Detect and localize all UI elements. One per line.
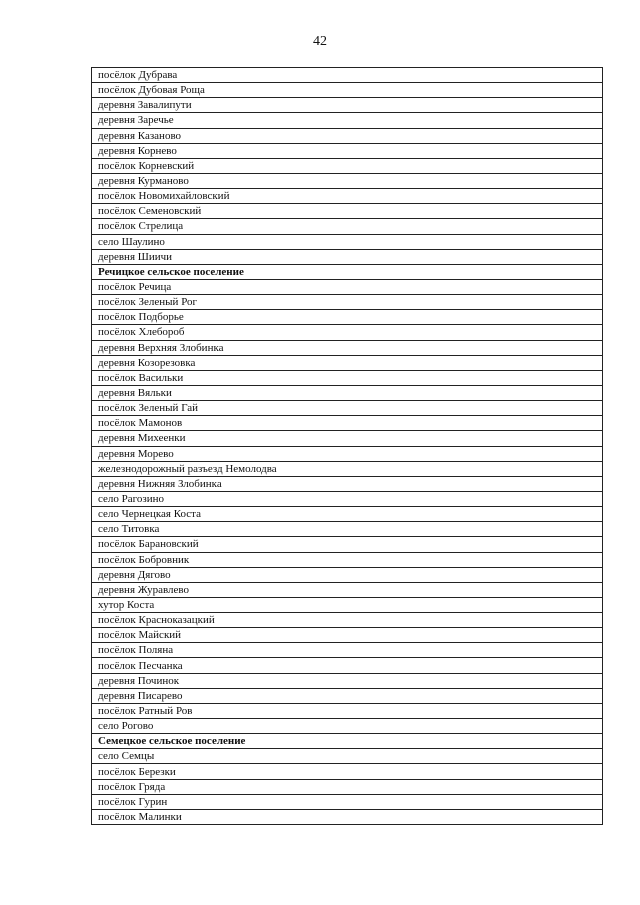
settlement-name: деревня Вяльки <box>92 385 603 400</box>
table-row <box>92 673 603 688</box>
settlement-name: посёлок Гряда <box>92 779 603 794</box>
settlement-name: село Семцы <box>92 749 603 764</box>
settlement-name: посёлок Ратный Ров <box>92 703 603 718</box>
page-number: 42 <box>313 34 327 49</box>
settlement-name: посёлок Бобровник <box>92 552 603 567</box>
settlement-name: деревня Журавлево <box>92 582 603 597</box>
settlement-name: село Чернецкая Коста <box>92 507 603 522</box>
table-row <box>92 658 603 673</box>
table-row <box>92 567 603 582</box>
settlement-name: деревня Завалипути <box>92 98 603 113</box>
table-row <box>92 809 603 824</box>
table-group-header-row <box>92 734 603 749</box>
table-row <box>92 68 603 83</box>
settlement-name: деревня Дягово <box>92 567 603 582</box>
table-row <box>92 764 603 779</box>
table-row <box>92 83 603 98</box>
settlement-name: деревня Нижняя Злобинка <box>92 476 603 491</box>
table-row <box>92 128 603 143</box>
table-row <box>92 749 603 764</box>
table-row <box>92 507 603 522</box>
settlement-name: деревня Писарево <box>92 688 603 703</box>
settlement-name: деревня Починок <box>92 673 603 688</box>
table-row <box>92 688 603 703</box>
settlement-name: посёлок Песчанка <box>92 658 603 673</box>
settlements-table-container <box>91 67 603 825</box>
table-row <box>92 522 603 537</box>
settlements-table-body <box>92 68 603 825</box>
table-row <box>92 401 603 416</box>
settlement-name: деревня Казаново <box>92 128 603 143</box>
settlement-name: посёлок Мамонов <box>92 416 603 431</box>
settlement-name: село Рогово <box>92 719 603 734</box>
settlement-name: посёлок Стрелица <box>92 219 603 234</box>
settlement-name: деревня Курманово <box>92 173 603 188</box>
settlement-name: посёлок Красноказацкий <box>92 613 603 628</box>
table-row <box>92 537 603 552</box>
settlement-group-name: Речицкое сельское поселение <box>92 264 603 279</box>
table-row <box>92 325 603 340</box>
table-row <box>92 446 603 461</box>
settlement-name: посёлок Васильки <box>92 370 603 385</box>
table-row <box>92 643 603 658</box>
settlement-name: посёлок Речица <box>92 279 603 294</box>
table-row <box>92 173 603 188</box>
settlement-name: село Шаулино <box>92 234 603 249</box>
settlement-name: деревня Михеенки <box>92 431 603 446</box>
table-row <box>92 613 603 628</box>
table-row <box>92 461 603 476</box>
table-row <box>92 794 603 809</box>
settlement-name: посёлок Зеленый Гай <box>92 401 603 416</box>
table-row <box>92 355 603 370</box>
table-row <box>92 370 603 385</box>
table-row <box>92 491 603 506</box>
table-row <box>92 431 603 446</box>
table-row <box>92 719 603 734</box>
settlement-name: деревня Шиичи <box>92 249 603 264</box>
settlement-name: село Рагозино <box>92 491 603 506</box>
settlement-name: посёлок Березки <box>92 764 603 779</box>
settlement-name: железнодорожный разъезд Немолодва <box>92 461 603 476</box>
settlement-name: деревня Верхняя Злобинка <box>92 340 603 355</box>
table-row <box>92 628 603 643</box>
settlement-name: посёлок Майский <box>92 628 603 643</box>
settlement-name: посёлок Дубовая Роща <box>92 83 603 98</box>
settlement-name: посёлок Дубрава <box>92 68 603 83</box>
settlement-name: посёлок Малинки <box>92 809 603 824</box>
table-row <box>92 779 603 794</box>
settlement-name: посёлок Подборье <box>92 310 603 325</box>
table-row <box>92 295 603 310</box>
table-row <box>92 416 603 431</box>
table-row <box>92 204 603 219</box>
settlement-name: деревня Заречье <box>92 113 603 128</box>
table-row <box>92 189 603 204</box>
settlement-name: посёлок Зеленый Рог <box>92 295 603 310</box>
settlement-group-name: Семецкое сельское поселение <box>92 734 603 749</box>
settlement-name: посёлок Поляна <box>92 643 603 658</box>
settlement-name: посёлок Барановский <box>92 537 603 552</box>
table-row <box>92 234 603 249</box>
settlements-table <box>91 67 603 825</box>
table-row <box>92 703 603 718</box>
table-row <box>92 340 603 355</box>
table-row <box>92 385 603 400</box>
table-row <box>92 219 603 234</box>
table-row <box>92 552 603 567</box>
settlement-name: посёлок Хлебороб <box>92 325 603 340</box>
settlement-name: село Титовка <box>92 522 603 537</box>
table-row <box>92 582 603 597</box>
table-row <box>92 113 603 128</box>
settlement-name: деревня Корнево <box>92 143 603 158</box>
settlement-name: посёлок Гурин <box>92 794 603 809</box>
table-row <box>92 279 603 294</box>
table-row <box>92 143 603 158</box>
settlement-name: посёлок Новомихайловский <box>92 189 603 204</box>
table-row <box>92 249 603 264</box>
settlement-name: деревня Морево <box>92 446 603 461</box>
table-row <box>92 597 603 612</box>
settlement-name: посёлок Корневский <box>92 158 603 173</box>
table-row <box>92 158 603 173</box>
table-row <box>92 310 603 325</box>
settlement-name: посёлок Семеновский <box>92 204 603 219</box>
table-group-header-row <box>92 264 603 279</box>
table-row <box>92 476 603 491</box>
table-row <box>92 98 603 113</box>
settlement-name: деревня Козорезовка <box>92 355 603 370</box>
settlement-name: хутор Коста <box>92 597 603 612</box>
